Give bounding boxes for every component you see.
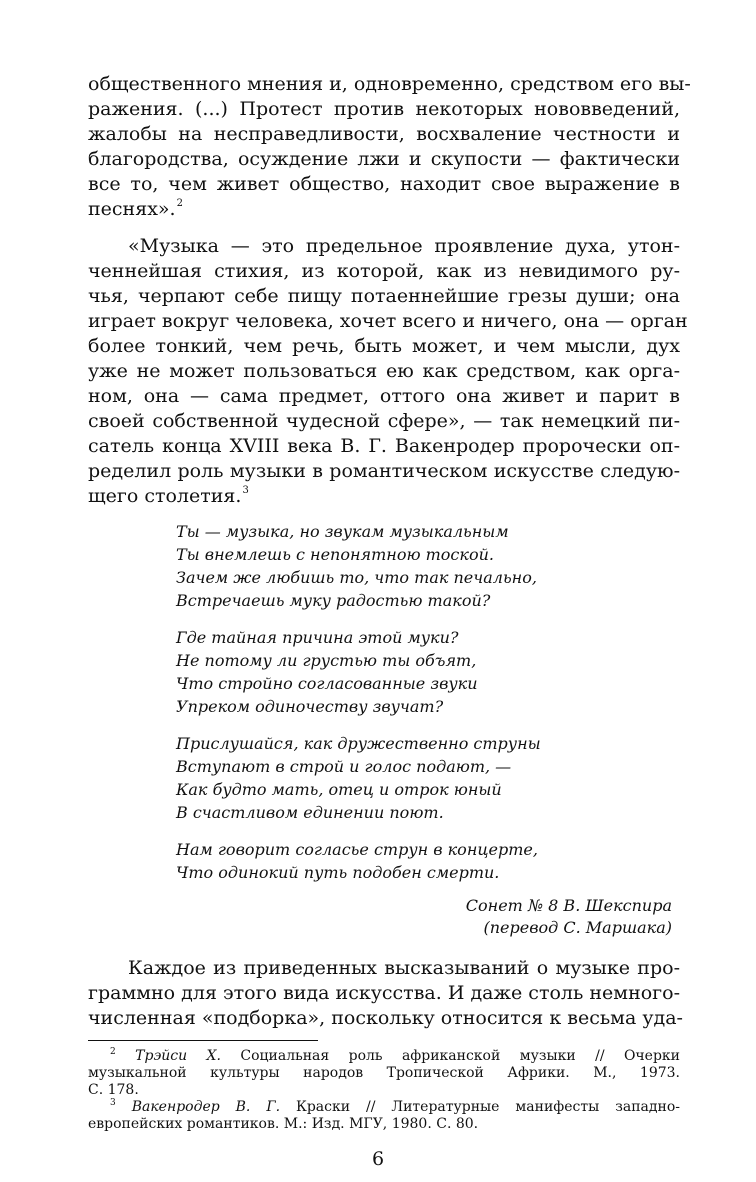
- poem-line: Встречаешь муку радостью такой?: [176, 591, 491, 610]
- poem-line: Прислушайся, как дружественно струны: [176, 734, 541, 753]
- body-line-text: щего столетия.: [88, 485, 242, 507]
- footnote-2-line: музыкальной культуры народов Тропической Африки. М., 1973.: [88, 1065, 680, 1081]
- body-line: ражения. (...) Протест против некоторых нововведений,: [88, 98, 680, 120]
- poem-line: Нам говорит согласье струн в концерте,: [176, 840, 538, 859]
- body-line: ченнейшая стихия, из которой, как из невидимого ру-: [88, 260, 680, 282]
- body-line-text: песнях».: [88, 198, 176, 220]
- body-line: чья, черпают себе пищу потаеннейшие грезы души; она: [88, 285, 680, 307]
- body-line: общественного мнения и, одновременно, средством его вы-: [88, 73, 691, 95]
- footnote-ref-2: 2: [176, 198, 183, 209]
- poem-line: Ты внемлешь с непонятною тоской.: [176, 545, 494, 564]
- poem-line: Где тайная причина этой муки?: [176, 628, 459, 647]
- footnote-3-line: европейских романтиков. М.: Изд. МГУ, 1980. С. 80.: [88, 1116, 479, 1132]
- body-line: уже не может пользоваться ею как средством, как орга-: [88, 360, 680, 382]
- body-line: граммно для этого вида искусства. И даже столь немного-: [88, 982, 680, 1004]
- body-line: играет вокруг человека, хочет всего и ничего, она — орган: [88, 310, 688, 332]
- poem-line: Что одинокий путь подобен смерти.: [176, 863, 500, 882]
- poem-line: Ты — музыка, но звукам музыкальным: [176, 522, 509, 541]
- body-line: Каждое из приведенных высказываний о музыке про-: [128, 957, 680, 979]
- body-line: своей собственной чудесной сфере», — так немецкий пи-: [88, 410, 680, 432]
- body-line: ном, она — сама предмет, оттого она живет и парит в: [88, 385, 680, 407]
- poem-line: Упреком одиночеству звучат?: [176, 697, 444, 716]
- footnote-ref-3: 3: [242, 485, 249, 496]
- body-line: все то, чем живет общество, находит свое выражение в: [88, 173, 680, 195]
- footnote-text: Социальная роль африканской музыки // Очерки: [220, 1048, 681, 1064]
- footnote-text: Краски // Литературные манифесты западно-: [280, 1099, 680, 1115]
- poem-translator: (перевод С. Маршака): [483, 918, 672, 937]
- poem-line: Что стройно согласованные звуки: [176, 674, 478, 693]
- poem-line: В счастливом единении поют.: [176, 803, 444, 822]
- footnote-divider: [88, 1040, 318, 1041]
- poem-line: Не потому ли грустью ты объят,: [176, 651, 477, 670]
- footnote-2-line: С. 178.: [88, 1082, 139, 1098]
- body-line: жалобы на несправедливости, восхваление честности и: [88, 123, 680, 145]
- page-number: 6: [371, 1148, 385, 1170]
- body-line: сатель конца XVIII века В. Г. Вакенродер пророчески оп-: [88, 435, 680, 457]
- footnote-number: 3: [110, 1098, 116, 1108]
- body-line: численная «подборка», поскольку относится к весьма уда-: [88, 1007, 683, 1029]
- body-line: ределил роль музыки в романтическом искусстве следую-: [88, 460, 680, 482]
- poem-line: Зачем же любишь то, что так печально,: [176, 568, 537, 587]
- footnote-author: Трэйси Х.: [135, 1048, 221, 1064]
- poem-line: Как будто мать, отец и отрок юный: [176, 780, 502, 799]
- body-line: «Музыка — это предельное проявление духа, утон-: [128, 235, 680, 257]
- poem-attribution: Сонет № 8 В. Шекспира: [465, 896, 672, 915]
- body-line-last: [88, 197, 680, 225]
- body-line: более тонкий, чем речь, быть может, и чем мысли, дух: [88, 335, 680, 357]
- footnote-number: 2: [110, 1047, 116, 1057]
- body-line-last: [88, 484, 680, 512]
- body-line: благородства, осуждение лжи и скупости — фактически: [88, 148, 680, 170]
- footnote-author: Вакенродер В. Г.: [131, 1099, 281, 1115]
- poem-line: Вступают в строй и голос подают, —: [176, 757, 512, 776]
